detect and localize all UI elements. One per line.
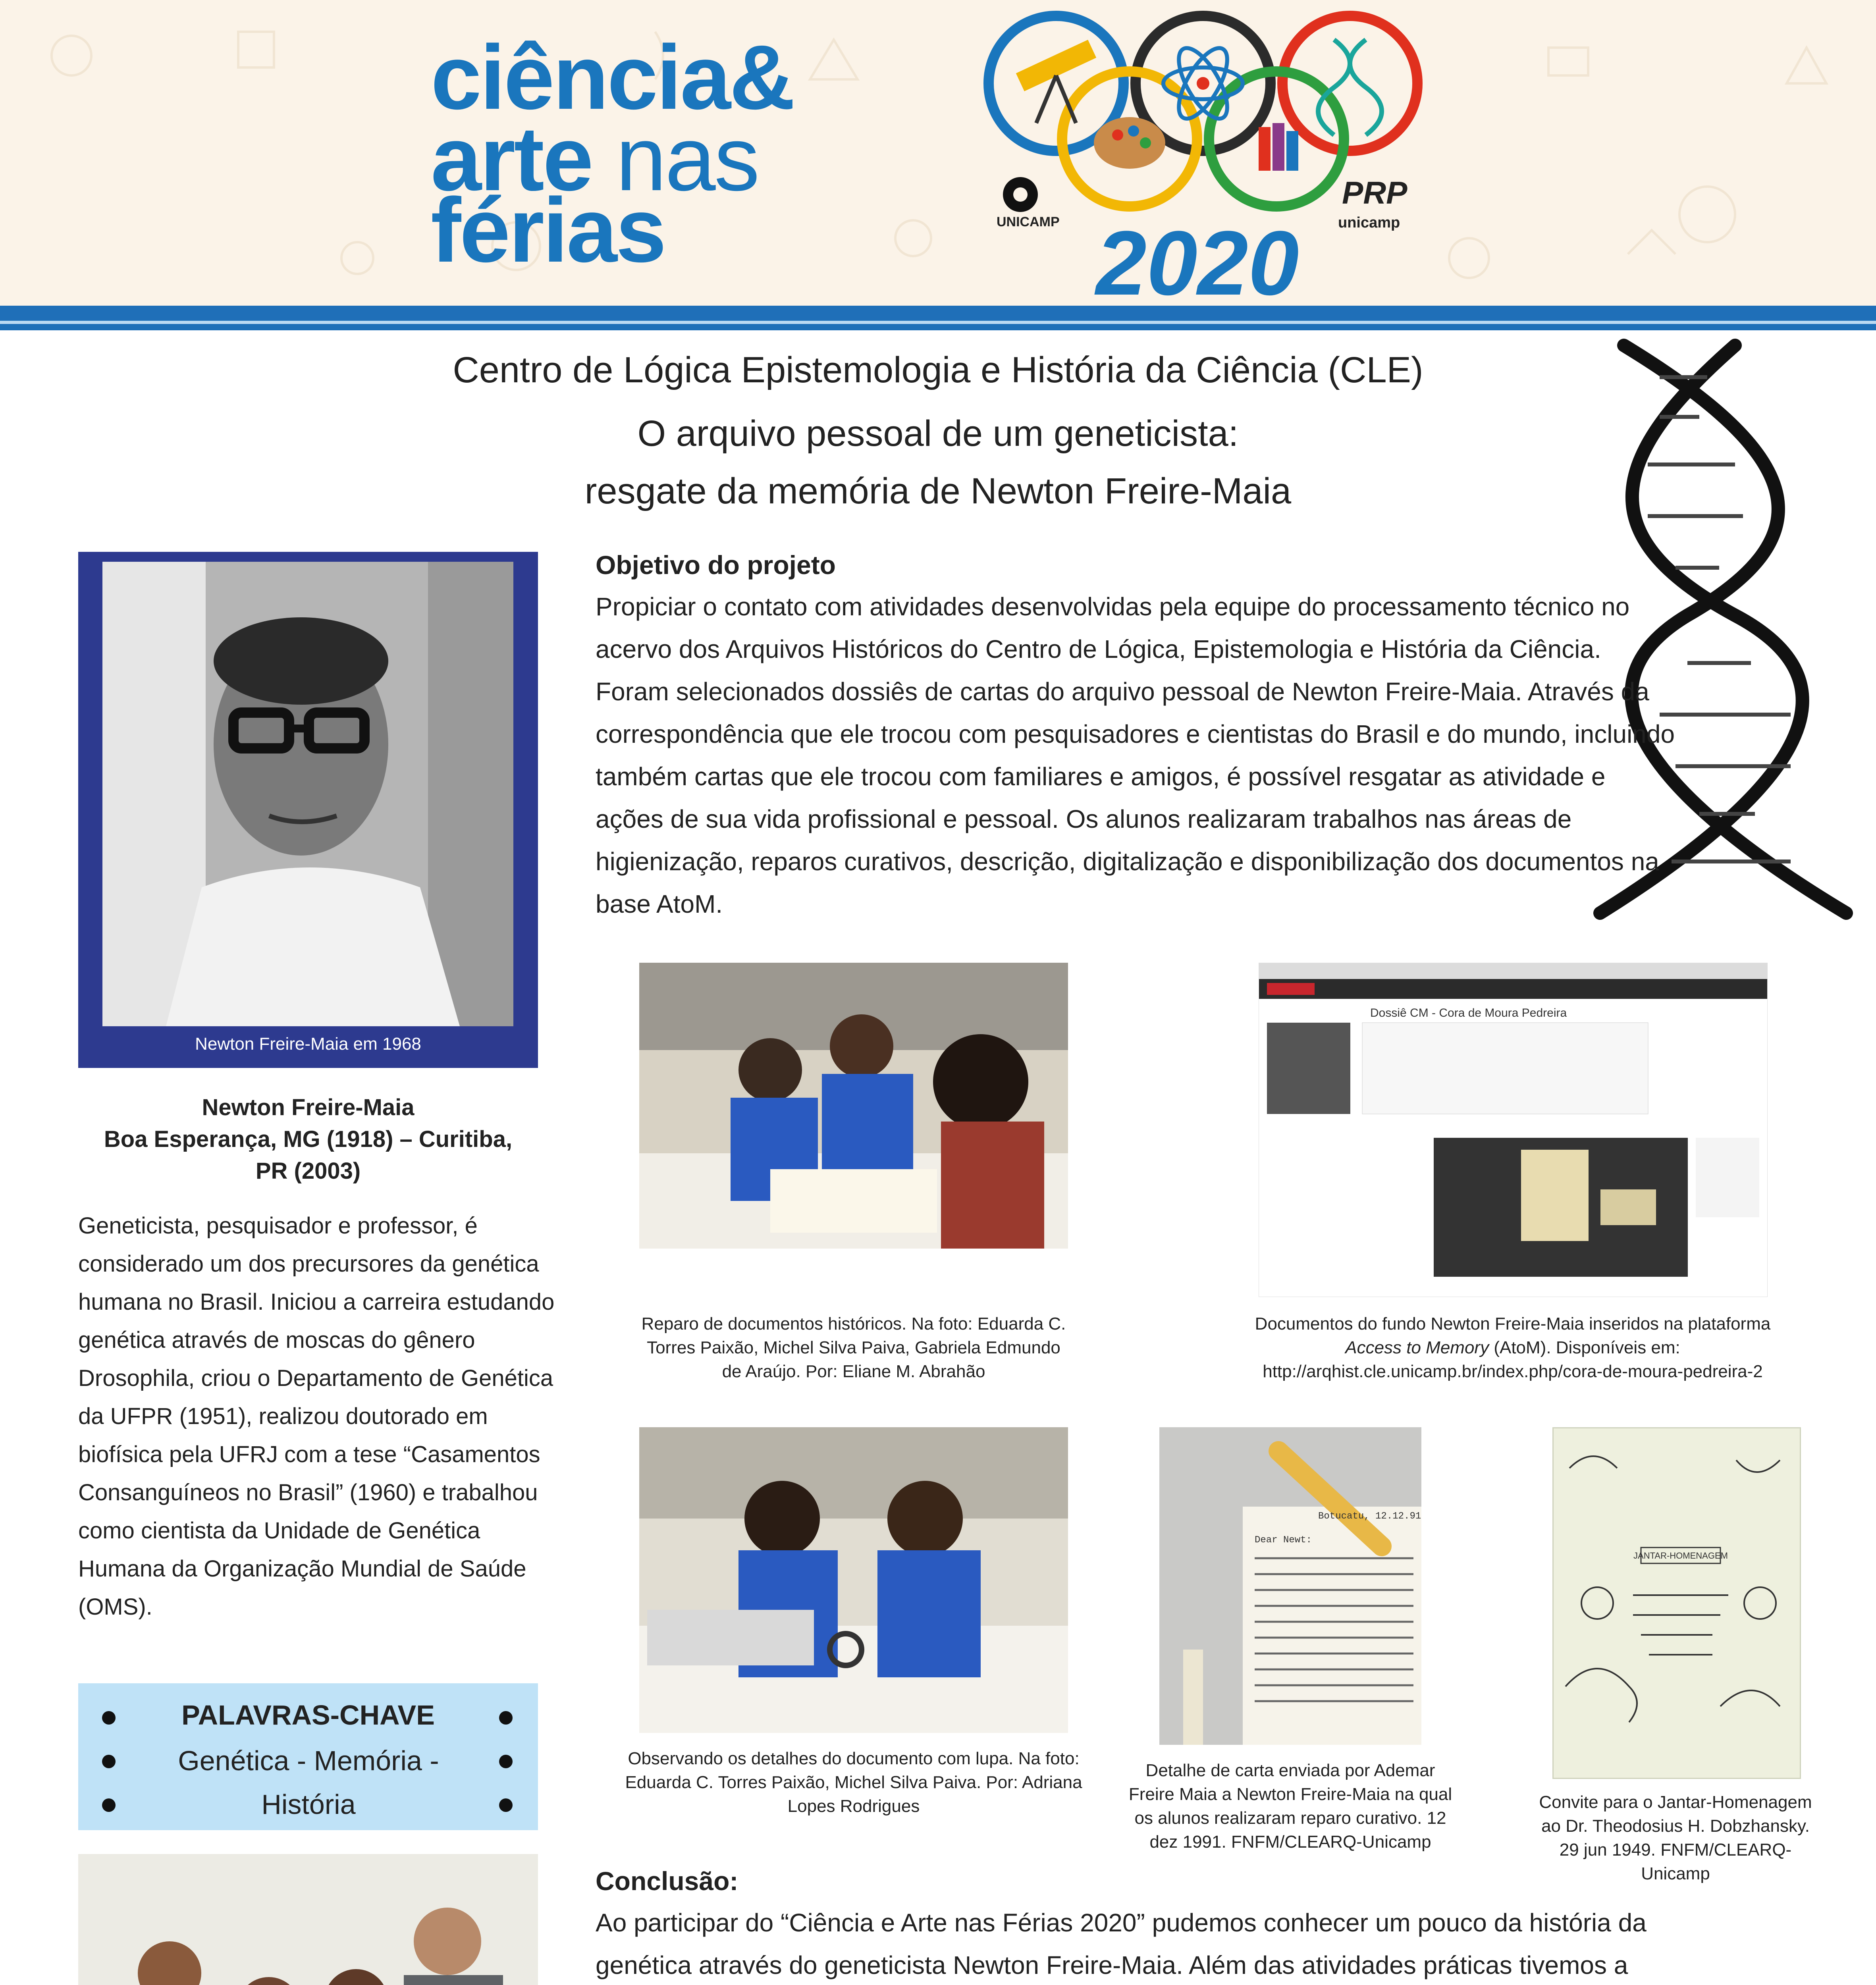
header-banner <box>0 0 1876 306</box>
ring-red <box>1282 16 1417 151</box>
atom-screenshot <box>1259 963 1768 1297</box>
bio-birth-line-2: PR (2003) <box>255 1158 361 1184</box>
brand-line-3: férias <box>431 179 665 281</box>
conclusion-text: Ao participar do “Ciência e Arte nas Férias 2020” pudemos conhecer um pouco da história da genética através do geneticista Newton Freire-Maia. Além das atividades práticas tivemos a <box>596 1908 1647 1979</box>
conclusion-heading: Conclusão: <box>596 1866 738 1896</box>
doodle-pattern <box>0 0 1876 306</box>
keywords-text: Genética - Memória - História <box>178 1745 439 1820</box>
books-icon <box>1259 123 1298 171</box>
bullet-icon <box>499 1798 513 1812</box>
repair-photo <box>639 963 1068 1249</box>
title-line-3: resgate da memória de Newton Freire-Maia <box>584 471 1292 511</box>
prp-logo: PRP <box>1342 175 1407 210</box>
bio-birth-line-1: Boa Esperança, MG (1918) – Curitiba, <box>104 1126 513 1152</box>
invitation-illustration <box>1554 1428 1800 1778</box>
bio-text: Geneticista, pesquisador e professor, é considerado um dos precursores da genética humana no Brasil. Iniciou a carreira estudando genética através de moscas do gênero Drosophila, criou o Departamento de Genética da UFPR (1951), realizou doutorado em biofísica pela UFRJ com a tese “Casamentos Consanguíneos no Brasil” (1960) e trabalhou como cientista da Unidade de Genética Humana da Organização Mundial de Saúde (OMS). <box>78 1213 555 1620</box>
bullet-icon <box>499 1755 513 1768</box>
portrait-caption: Newton Freire-Maia em 1968 <box>195 1034 421 1054</box>
atom-screen-illustration <box>1259 963 1767 1297</box>
atom-screen-title: Dossiê CM - Cora de Moura Pedreira <box>1370 1006 1567 1019</box>
atom-caption-a: Documentos do fundo Newton Freire-Maia inseridos na plataforma <box>1255 1314 1771 1334</box>
magnifier-photo <box>639 1427 1068 1733</box>
letter-greeting: Dear Newt: <box>1255 1535 1312 1546</box>
brand-nas: nas <box>592 108 758 210</box>
bullet-icon <box>102 1755 116 1768</box>
header-stripe-line <box>0 321 1876 324</box>
header-stripe <box>0 306 1876 330</box>
letter-date: Botucatu, 12.12.91 <box>1318 1511 1421 1522</box>
team-illustration <box>78 1854 538 1985</box>
repair-illustration <box>639 963 1068 1249</box>
objective-heading: Objetivo do projeto <box>596 550 836 580</box>
invitation-caption: Convite para o Jantar-Homenagem ao Dr. Theodosius H. Dobzhansky. 29 jun 1949. FNFM/CLEARQ-Unicamp <box>1539 1792 1812 1883</box>
repair-caption: Reparo de documentos históricos. Na foto: Eduarda C. Torres Paixão, Michel Silva Paiva, Gabriela Edmundo de Araújo. Por: Eliane M. Abrahão <box>641 1314 1066 1381</box>
letter-caption: Detalhe de carta enviada por Ademar Freire Maia a Newton Freire-Maia na qual os alunos realizaram reparo curativo. 12 dez 1991. FNFM/CLEARQ-Unicamp <box>1128 1761 1452 1852</box>
unicamp-label-top: UNICAMP <box>997 214 1060 229</box>
palette-icon <box>1094 117 1165 169</box>
portrait-illustration <box>102 562 513 1026</box>
portrait-photo <box>102 562 513 1026</box>
title-line-2: O arquivo pessoal de um geneticista: <box>637 413 1239 454</box>
keywords-box <box>78 1683 538 1830</box>
atom-caption <box>1231 1312 1795 1384</box>
unicamp-logo-top <box>997 175 1044 214</box>
title-line-1: Centro de Lógica Epistemologia e História da Ciência (CLE) <box>453 350 1423 390</box>
magnifier-illustration <box>639 1427 1068 1733</box>
atom-caption-b: (AtoM). Disponíveis em: http://arqhist.cle.unicamp.br/index.php/cora-de-moura-pedreira-2 <box>1263 1338 1763 1381</box>
bullet-icon <box>102 1798 116 1812</box>
dna-icon <box>1318 40 1382 135</box>
brand-line-1: ciência& <box>431 26 794 128</box>
bio-name: Newton Freire-Maia <box>202 1095 415 1120</box>
invitation-title: JANTAR-HOMENAGEM <box>1633 1551 1728 1561</box>
magnifier-caption: Observando os detalhes do documento com lupa. Na foto: Eduarda C. Torres Paixão, Michel Silva Paiva. Por: Adriana Lopes Rodrigues <box>625 1749 1082 1816</box>
objective-text: Propiciar o contato com atividades desenvolvidas pela equipe do processamento técnico no acervo dos Arquivos Históricos do Centro de Lógica, Epistemologia e História da Ciência. Foram selecionados dossiês de cartas do arquivo pessoal de Newton Freire-Maia. Através da correspondência que ele trocou com pesquisadores e cientistas do Brasil e do mundo, incluindo também cartas que ele trocou com familiares e amigos, é possível resgatar as atividade e ações de sua vida profissional e pessoal. Os alunos realizaram trabalhos nas áreas de higienização, reparos curativos, descrição, digitalização e disponibilização dos documentos na base AtoM. <box>596 592 1675 918</box>
letter-photo <box>1159 1427 1421 1745</box>
prp-sub-label: unicamp <box>1338 214 1400 231</box>
keywords-title: PALAVRAS-CHAVE <box>181 1700 435 1731</box>
year-label: 2020 <box>1096 212 1299 306</box>
atom-caption-em: Access to Memory <box>1345 1338 1489 1357</box>
telescope-icon <box>1016 40 1096 123</box>
letter-illustration <box>1159 1427 1421 1745</box>
team-photo <box>78 1854 538 1985</box>
invitation-photo <box>1552 1427 1801 1779</box>
brand-arte: arte <box>431 108 592 210</box>
